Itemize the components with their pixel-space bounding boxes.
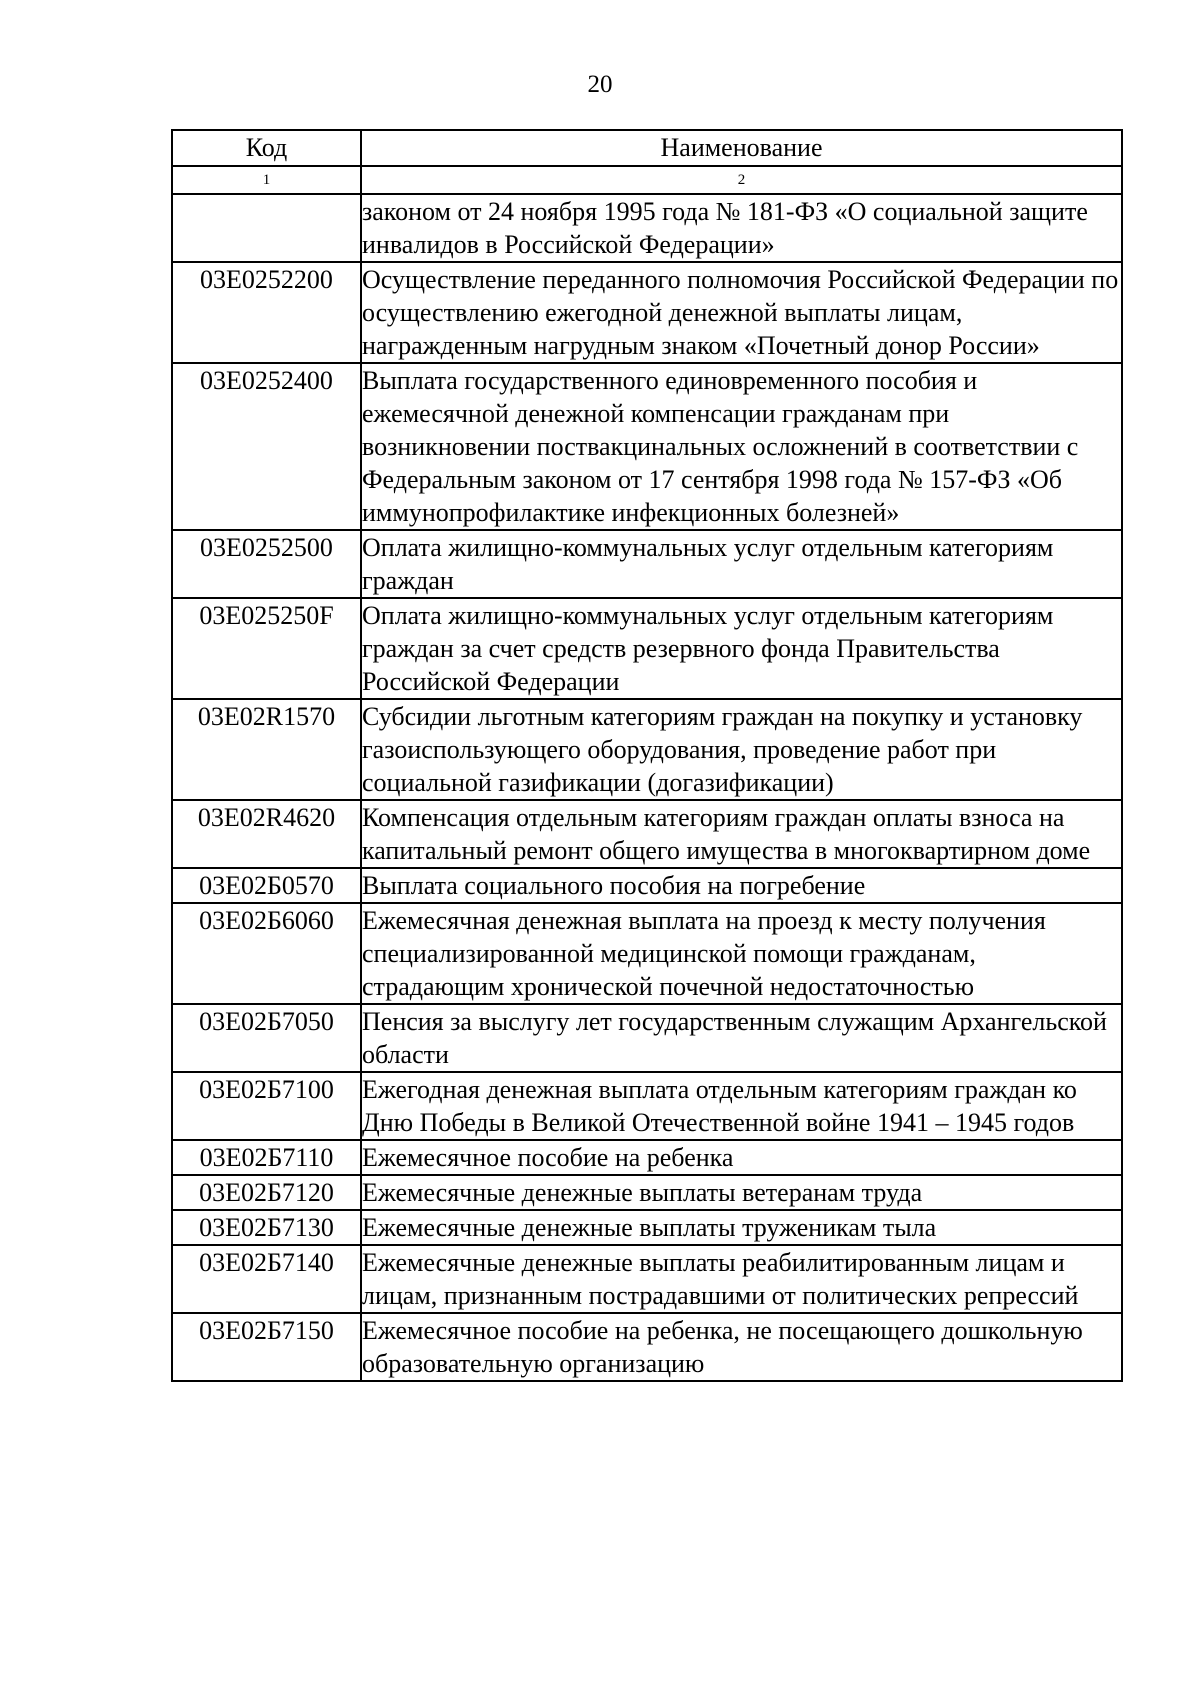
row-code: 03Е025250F	[172, 598, 361, 699]
row-name: Выплата социального пособия на погребение	[361, 868, 1122, 903]
table-row	[172, 868, 1122, 903]
table-row	[172, 1072, 1122, 1140]
row-code: 03Е02Б7050	[172, 1004, 361, 1072]
row-name: Оплата жилищно-коммунальных услуг отдельным категориям граждан за счет средств резервного фонда Правительства Российской Федерации	[361, 598, 1122, 699]
table-row	[172, 598, 1122, 699]
row-code: 03Е02Б7150	[172, 1313, 361, 1381]
row-code: 03Е02Б7120	[172, 1175, 361, 1210]
column-number-code: 1	[172, 166, 361, 194]
row-code: 03Е02Б6060	[172, 903, 361, 1004]
table-row	[172, 1004, 1122, 1072]
row-code: 03Е0252200	[172, 262, 361, 363]
table-row	[172, 1140, 1122, 1175]
row-name: Ежемесячное пособие на ребенка, не посещающего дошкольную образовательную организацию	[361, 1313, 1122, 1381]
page-number: 20	[587, 71, 613, 98]
header-name: Наименование	[361, 130, 1122, 166]
row-code: 03Е02R1570	[172, 699, 361, 800]
row-name: Ежегодная денежная выплата отдельным категориям граждан ко Дню Победы в Великой Отечественной войне 1941 – 1945 годов	[361, 1072, 1122, 1140]
column-number-row	[172, 166, 1122, 194]
row-name: Ежемесячные денежные выплаты труженикам тыла	[361, 1210, 1122, 1245]
table-row	[172, 363, 1122, 530]
row-name: Ежемесячные денежные выплаты реабилитированным лицам и лицам, признанным пострадавшими от политических репрессий	[361, 1245, 1122, 1313]
table-header-row	[172, 130, 1122, 166]
table-row	[172, 262, 1122, 363]
table-row	[172, 699, 1122, 800]
table-row	[172, 1313, 1122, 1381]
row-name: Субсидии льготным категориям граждан на покупку и установку газоиспользующего оборудования, проведение работ при социальной газификации (догазификации)	[361, 699, 1122, 800]
row-code	[172, 194, 361, 262]
table-row	[172, 1245, 1122, 1313]
row-code: 03Е02Б7140	[172, 1245, 361, 1313]
header-code: Код	[172, 130, 361, 166]
row-code: 03Е02Б0570	[172, 868, 361, 903]
row-name: законом от 24 ноября 1995 года № 181-ФЗ «О социальной защите инвалидов в Российской Федерации»	[361, 194, 1122, 262]
column-number-name: 2	[361, 166, 1122, 194]
table-row	[172, 530, 1122, 598]
row-code: 03Е02Б7130	[172, 1210, 361, 1245]
table-row	[172, 903, 1122, 1004]
row-name: Ежемесячное пособие на ребенка	[361, 1140, 1122, 1175]
row-code: 03Е0252500	[172, 530, 361, 598]
row-name: Ежемесячная денежная выплата на проезд к месту получения специализированной медицинской помощи гражданам, страдающим хронической почечной недостаточностью	[361, 903, 1122, 1004]
row-name: Пенсия за выслугу лет государственным служащим Архангельской области	[361, 1004, 1122, 1072]
table-row	[172, 1210, 1122, 1245]
row-code: 03Е02R4620	[172, 800, 361, 868]
table-row	[172, 1175, 1122, 1210]
row-name: Оплата жилищно-коммунальных услуг отдельным категориям граждан	[361, 530, 1122, 598]
row-name: Компенсация отдельным категориям граждан оплаты взноса на капитальный ремонт общего имущества в многоквартирном доме	[361, 800, 1122, 868]
budget-codes-table	[171, 129, 1123, 1382]
row-code: 03Е0252400	[172, 363, 361, 530]
row-code: 03Е02Б7100	[172, 1072, 361, 1140]
table-row	[172, 800, 1122, 868]
row-name: Выплата государственного единовременного пособия и ежемесячной денежной компенсации гражданам при возникновении поствакцинальных осложнений в соответствии с Федеральным законом от 17 сентября 1998 года № 157-ФЗ «Об иммунопрофилактике инфекционных болезней»	[361, 363, 1122, 530]
row-code: 03Е02Б7110	[172, 1140, 361, 1175]
row-name: Ежемесячные денежные выплаты ветеранам труда	[361, 1175, 1122, 1210]
table-row	[172, 194, 1122, 262]
row-name: Осуществление переданного полномочия Российской Федерации по осуществлению ежегодной денежной выплаты лицам, награжденным нагрудным знаком «Почетный донор России»	[361, 262, 1122, 363]
table-body	[172, 194, 1122, 1381]
